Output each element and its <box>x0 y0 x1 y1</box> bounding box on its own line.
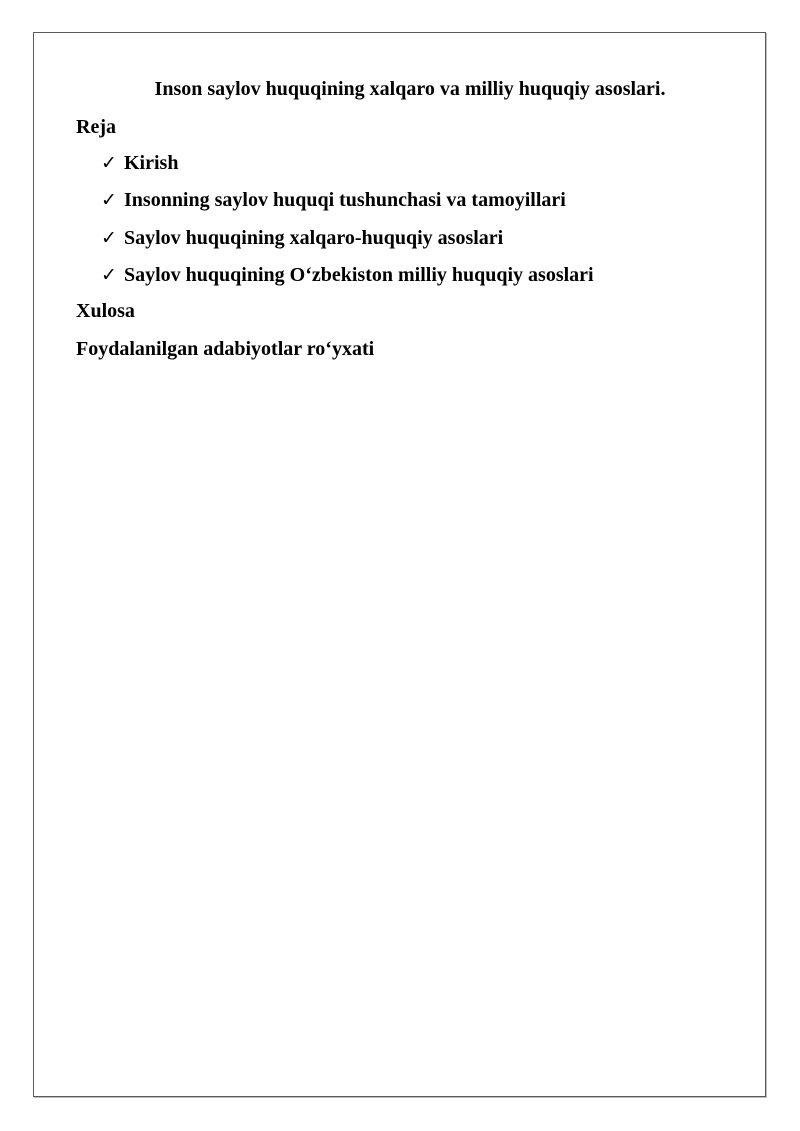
checkmark-icon: ✓ <box>101 189 117 211</box>
plan-item-label: Saylov huquqining xalqaro-huquqiy asoslari <box>124 227 504 249</box>
conclusion-heading: Xulosa <box>76 300 135 322</box>
plan-item-label: Saylov huquqining O‘zbekiston milliy huquqiy asoslari <box>124 264 594 286</box>
plan-item <box>101 151 178 175</box>
plan-item <box>101 263 594 287</box>
plan-item <box>101 226 503 250</box>
references-heading: Foydalanilgan adabiyotlar ro‘yxati <box>76 338 375 360</box>
document-title: Inson saylov huquqining xalqaro va milliy huquqiy asoslari. <box>154 78 666 100</box>
plan-heading: Reja <box>76 116 116 138</box>
plan-item <box>101 188 566 212</box>
checkmark-icon: ✓ <box>101 152 117 174</box>
checkmark-icon: ✓ <box>101 264 117 286</box>
plan-item-label: Insonning saylov huquqi tushunchasi va tamoyillari <box>124 189 566 211</box>
checkmark-icon: ✓ <box>101 227 117 249</box>
plan-item-label: Kirish <box>124 152 179 174</box>
